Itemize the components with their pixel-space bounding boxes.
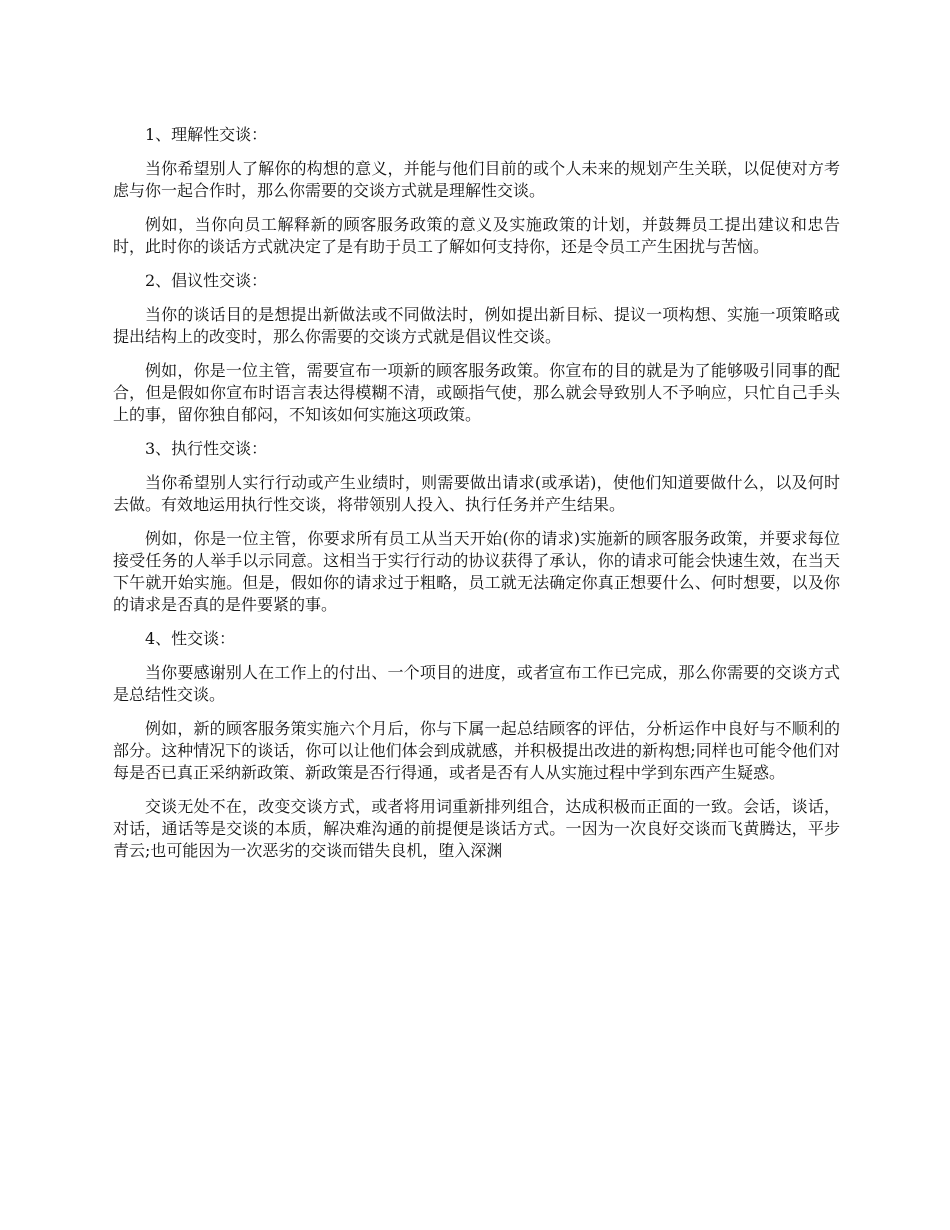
document-page (113, 124, 840, 874)
paragraph: 当你要感谢别人在工作上的付出、一个项目的进度，或者宣布工作已完成，那么你需要的交谈方式是总结性交谈。 (113, 663, 840, 704)
paragraph: 当你希望别人实行行动或产生业绩时，则需要做出请求(或承诺)，使他们知道要做什么，以及何时去做。有效地运用执行性交谈，将带领别人投入、执行任务并产生结果。 (113, 473, 840, 514)
paragraph: 例如，你是一位主管，需要宣布一项新的顾客服务政策。你宣布的目的就是为了能够吸引同事的配合，但是假如你宣布时语言表达得模糊不清，或颐指气使，那么就会导致别人不予响应，只忙自己手头上的事，留你独自郁闷，不知该如何实施这项政策。 (113, 361, 840, 424)
section-heading: 1、理解性交谈： (145, 125, 268, 144)
paragraph: 例如，当你向员工解释新的顾客服务政策的意义及实施政策的计划，并鼓舞员工提出建议和忠告时，此时你的谈话方式就决定了是有助于员工了解如何支持你，还是令员工产生困扰与苦恼。 (113, 215, 840, 256)
section-heading: 2、倡议性交谈： (145, 271, 268, 290)
section-heading: 3、执行性交谈： (145, 439, 268, 458)
paragraph: 当你希望别人了解你的构想的意义，并能与他们目前的或个人未来的规划产生关联，以促使对方考虑与你一起合作时，那么你需要的交谈方式就是理解性交谈。 (113, 159, 840, 200)
section-heading: 4、性交谈： (145, 629, 236, 648)
paragraph: 交谈无处不在，改变交谈方式，或者将用词重新排列组合，达成积极而正面的一致。会话，谈话，对话，通话等是交谈的本质，解决难沟通的前提便是谈话方式。一因为一次良好交谈而飞黄腾达，平步青云;也可能因为一次恶劣的交谈而错失良机，堕入深渊 (113, 797, 840, 860)
paragraph: 当你的谈话目的是想提出新做法或不同做法时，例如提出新目标、提议一项构想、实施一项策略或提出结构上的改变时，那么你需要的交谈方式就是倡议性交谈。 (113, 305, 840, 346)
paragraph: 例如，新的顾客服务策实施六个月后，你与下属一起总结顾客的评估，分析运作中良好与不顺利的部分。这种情况下的谈话，你可以让他们体会到成就感，并积极提出改进的新构想;同样也可能令他们对每是否已真正采纳新政策、新政策是否行得通，或者是否有人从实施过程中学到东西产生疑惑。 (113, 719, 840, 782)
paragraph: 例如，你是一位主管，你要求所有员工从当天开始(你的请求)实施新的顾客服务政策，并要求每位接受任务的人举手以示同意。这相当于实行行动的协议获得了承认，你的请求可能会快速生效，在当天下午就开始实施。但是，假如你的请求过于粗略，员工就无法确定你真正想要什么、何时想要，以及你的请求是否真的是件要紧的事。 (113, 529, 840, 614)
